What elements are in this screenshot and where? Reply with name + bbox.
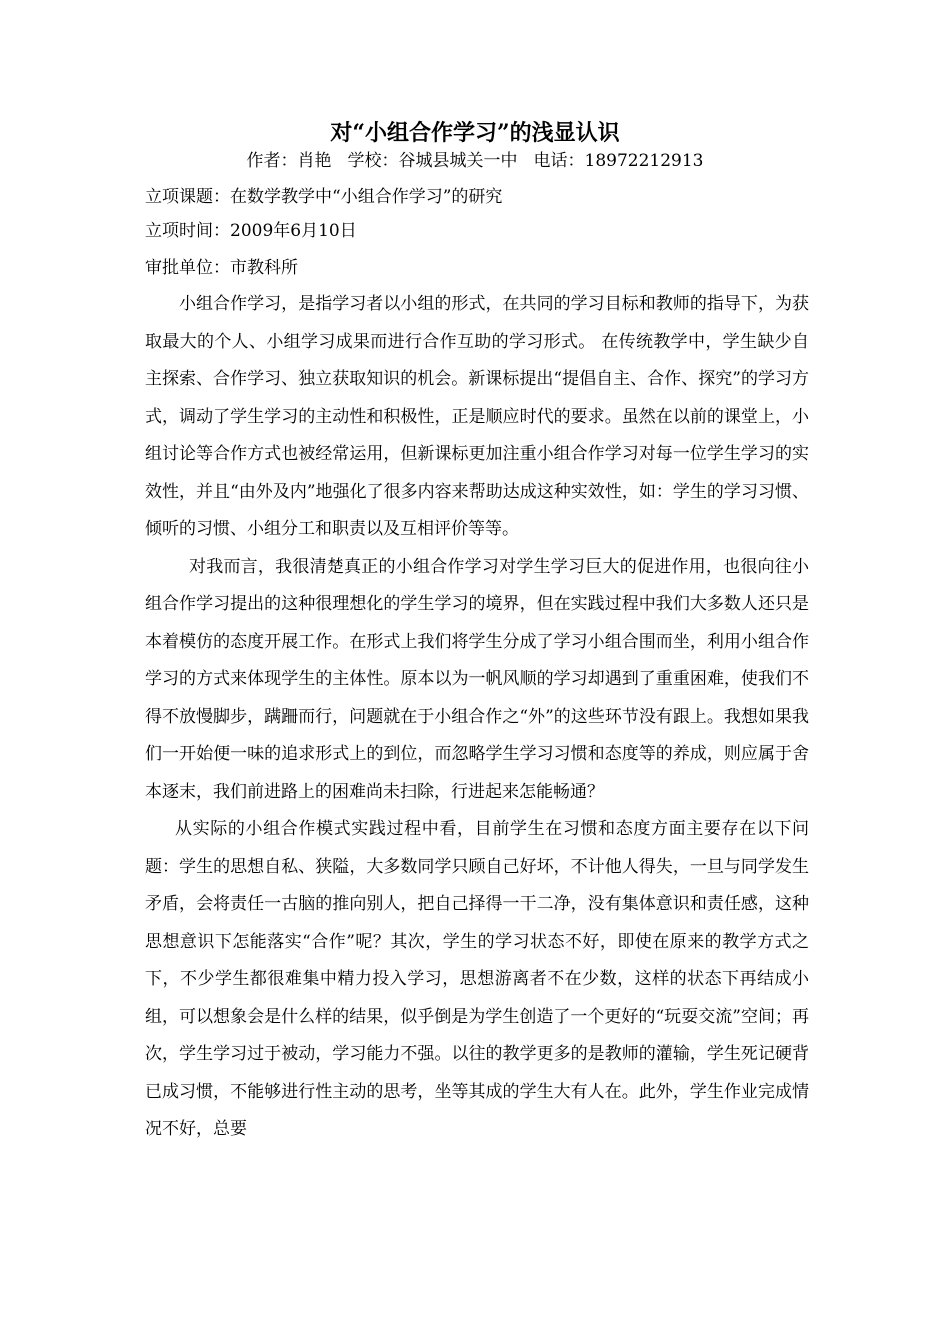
project-topic: 立项课题：在数学教学中“小组合作学习”的研究: [145, 187, 503, 207]
body-text: [145, 286, 809, 1149]
author-school: 学校：谷城县城关一中: [347, 151, 518, 171]
author-byline: [0, 148, 950, 174]
paragraph: 对我而言，我很清楚真正的小组合作学习对学生学习巨大的促进作用，也很向往小组合作学习提出的这种很理想化的学生学习的境界，但在实践过程中我们大多数人还只是本着模仿的态度开展工作。在形式上我们将学生分成了学习小组合围而坐，利用小组合作学习的方式来体现学生的主体性。原本以为一帆风顺的学习却遇到了重重困难，使我们不得不放慢脚步，蹒跚而行，问题就在于小组合作之“外”的这些环节没有跟上。我想如果我们一开始便一味的追求形式上的到位，而忽略学生学习习惯和态度等的养成，则应属于舍本逐末，我们前进路上的困难尚未扫除，行进起来怎能畅通？: [145, 556, 809, 802]
paragraph: 小组合作学习，是指学习者以小组的形式，在共同的学习目标和教师的指导下，为获取最大的个人、小组学习成果而进行合作互助的学习形式。 在传统教学中，学生缺少自主探索、合作学习、独立获取知识的机会。新课标提出“提倡自主、合作、探究”的学习方式，调动了学生学习的主动性和积极性，正是顺应时代的要求。虽然在以前的课堂上，小组讨论等合作方式也被经常运用，但新课标更加注重小组合作学习对每一位学生学习的实效性，并且“由外及内”地强化了很多内容来帮助达成这种实效性，如：学生的学习习惯、倾听的习惯、小组分工和职责以及互相评价等等。: [145, 294, 809, 539]
paragraph: 从实际的小组合作模式实践过程中看，目前学生在习惯和态度方面主要存在以下问题：学生的思想自私、狭隘，大多数同学只顾自己好坏，不计他人得失，一旦与同学发生矛盾，会将责任一古脑的推向别人，把自己择得一干二净，没有集体意识和责任感，这种思想意识下怎能落实“合作”呢？其次，学生的学习状态不好，即使在原来的教学方式之下，不少学生都很难集中精力投入学习，思想游离者不在少数，这样的状态下再结成小组，可以想象会是什么样的结果，似乎倒是为学生创造了一个更好的“玩耍交流”空间；再次，学生学习过于被动，学习能力不强。以往的教学更多的是教师的灌输，学生死记硬背已成习惯，不能够进行性主动的思考，坐等其成的学生大有人在。此外，学生作业完成情况不好，总要: [145, 819, 809, 1139]
author-phone: 电话：18972212913: [533, 151, 704, 171]
author-name: 作者：肖艳: [246, 151, 332, 171]
project-approver: 审批单位：市教科所: [145, 258, 298, 278]
document-title: 对“小组合作学习”的浅显认识: [330, 120, 620, 146]
project-date: 立项时间：2009年6月10日: [145, 221, 357, 241]
